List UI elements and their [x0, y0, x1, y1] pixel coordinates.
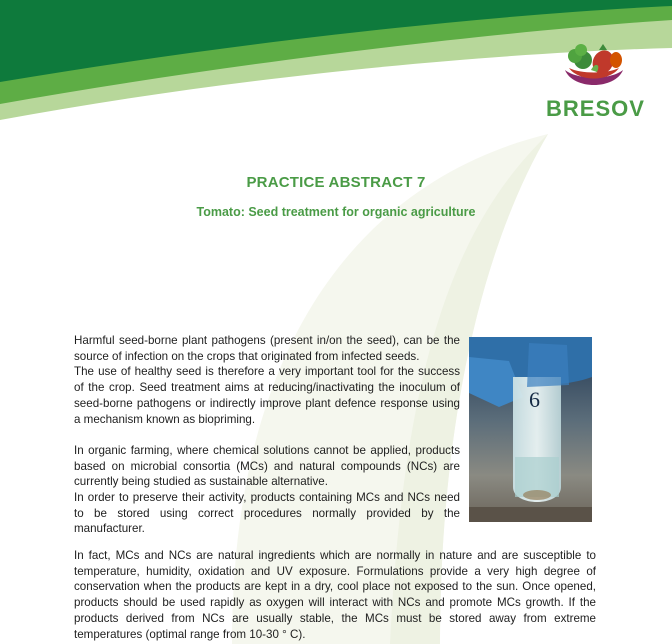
brand-name: BRESOV [546, 96, 645, 121]
bresov-logo [546, 40, 645, 122]
paragraph: Harmful seed-borne plant pathogens (present in/on the seed), can be the source of infection on the crops that originated from infected seeds. [74, 334, 460, 363]
tube-label: 6 [529, 387, 540, 412]
vegetables-logo-icon [561, 40, 627, 94]
seed-tube-photo [469, 337, 592, 522]
page-subtitle: Tomato: Seed treatment for organic agriculture [196, 205, 476, 219]
storage-paragraph-block [74, 548, 596, 642]
paragraph: In order to preserve their activity, products containing MCs and NCs need to be stored using correct procedures normally provided by the manufacturer. [74, 491, 460, 536]
page-title: PRACTICE ABSTRACT 7 [246, 174, 426, 191]
intro-column [74, 333, 460, 537]
paragraph: In fact, MCs and NCs are natural ingredients which are normally in nature and are susceptible to temperature, humidity, oxidation and UV exposure. Formulations provide a very high degree of conservation when the products are kept in a dry, cool place not exposed to the sun. Once opened, products should be used rapidly as oxygen will interact with NCs and promote MCs growth. If the products derived from NCs are usually stable, the MCs must be stored away from extreme temperatures (optimal range from 10-30 ° C). [74, 549, 596, 641]
paragraph: The use of healthy seed is therefore a very important tool for the success of the crop. Seed treatment aims at reducing/inactivating the inoculum of seed-borne pathogens or indirectly improve plant defence response using a mechanism known as biopriming. [74, 365, 460, 426]
paragraph: In organic farming, where chemical solutions cannot be applied, products based on microbial consortia (MCs) and natural compounds (NCs) are currently being studied as sustainable alternative. [74, 443, 460, 489]
